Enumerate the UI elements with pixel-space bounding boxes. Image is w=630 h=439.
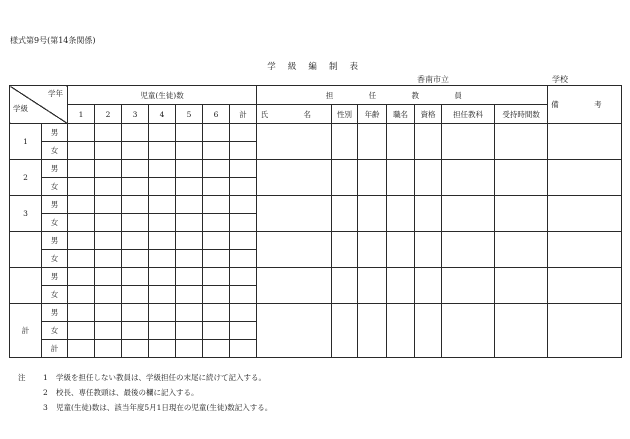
footnote (18, 370, 272, 385)
count-cell[interactable] (203, 286, 230, 304)
staff-hours-cell[interactable] (495, 124, 548, 160)
footnotes (18, 370, 272, 415)
footnote-number: 3 (43, 403, 48, 412)
staff-qualification-cell[interactable] (415, 196, 442, 232)
staff-hours-cell[interactable] (495, 160, 548, 196)
count-cell[interactable] (122, 250, 149, 268)
gender-cell: 男 (42, 268, 68, 286)
count-cell[interactable] (95, 304, 122, 322)
gender-cell: 女 (42, 250, 68, 268)
count-cell[interactable] (122, 232, 149, 250)
count-cell[interactable] (149, 268, 176, 286)
staff-gender-cell[interactable] (332, 124, 358, 160)
count-cell[interactable] (149, 124, 176, 142)
count-cell[interactable] (68, 160, 95, 178)
staff-name-cell[interactable] (257, 304, 332, 358)
staff-name-cell[interactable] (257, 160, 332, 196)
count-cell[interactable] (122, 142, 149, 160)
grade-number-header: 6 (203, 105, 230, 124)
count-cell[interactable] (122, 124, 149, 142)
gender-cell: 男 (42, 196, 68, 214)
staff-job-cell[interactable] (387, 124, 415, 160)
count-cell[interactable] (203, 340, 230, 358)
count-cell[interactable] (203, 124, 230, 142)
staff-hours-cell[interactable] (495, 268, 548, 304)
remarks-cell[interactable] (548, 304, 622, 358)
count-cell[interactable] (230, 124, 257, 142)
count-cell[interactable] (176, 250, 203, 268)
city-prefix-label: 香南市立 (417, 75, 449, 84)
count-cell[interactable] (68, 304, 95, 322)
count-cell[interactable] (122, 196, 149, 214)
gender-cell: 女 (42, 322, 68, 340)
staff-qualification-cell[interactable] (415, 304, 442, 358)
count-cell[interactable] (95, 142, 122, 160)
count-cell[interactable] (176, 178, 203, 196)
count-cell[interactable] (95, 160, 122, 178)
footnote-text: 学級を担任しない教員は、学級担任の末尾に続けて記入する。 (56, 373, 266, 382)
class-number-cell (10, 268, 42, 304)
class-number-cell (10, 232, 42, 268)
count-cell[interactable] (176, 232, 203, 250)
staff-name-cell[interactable] (257, 268, 332, 304)
staff-age-cell[interactable] (358, 124, 387, 160)
table-row (10, 232, 622, 250)
footnote-number: 2 (43, 388, 48, 397)
count-cell[interactable] (176, 214, 203, 232)
grade-number-header: 3 (122, 105, 149, 124)
count-cell[interactable] (203, 322, 230, 340)
staff-age-cell[interactable] (358, 268, 387, 304)
count-cell[interactable] (230, 232, 257, 250)
footnote (18, 400, 272, 415)
remarks-cell[interactable] (548, 196, 622, 232)
staff-subject-cell[interactable] (442, 160, 495, 196)
count-cell[interactable] (122, 322, 149, 340)
count-cell[interactable] (230, 304, 257, 322)
footnote-text: 校長、専任教頭は、最後の欄に記入する。 (56, 388, 199, 397)
footnote-text: 児童(生徒)数は、該当年度5月1日現在の児童(生徒)数記入する。 (56, 403, 273, 412)
count-cell[interactable] (68, 142, 95, 160)
count-cell[interactable] (149, 142, 176, 160)
staff-subject-cell[interactable] (442, 196, 495, 232)
grade-number-header: 1 (68, 105, 95, 124)
table-row (10, 160, 622, 178)
staff-job-cell[interactable] (387, 196, 415, 232)
class-organization-table (9, 85, 622, 358)
count-cell[interactable] (149, 340, 176, 358)
count-cell[interactable] (95, 232, 122, 250)
count-cell[interactable] (230, 250, 257, 268)
count-cell[interactable] (203, 196, 230, 214)
gender-header: 性別 (332, 105, 358, 124)
count-cell[interactable] (68, 340, 95, 358)
table-row (10, 196, 622, 214)
count-cell[interactable] (176, 142, 203, 160)
staff-age-cell[interactable] (358, 304, 387, 358)
table-row (10, 124, 622, 142)
remarks-cell[interactable] (548, 124, 622, 160)
count-cell[interactable] (176, 124, 203, 142)
staff-gender-cell[interactable] (332, 304, 358, 358)
gender-cell: 女 (42, 178, 68, 196)
count-cell[interactable] (95, 178, 122, 196)
count-cell[interactable] (149, 286, 176, 304)
count-cell[interactable] (203, 268, 230, 286)
staff-job-cell[interactable] (387, 304, 415, 358)
count-cell[interactable] (176, 340, 203, 358)
count-cell[interactable] (122, 178, 149, 196)
count-cell[interactable] (149, 196, 176, 214)
count-cell[interactable] (68, 214, 95, 232)
grade-header-label: 学年 (48, 89, 63, 98)
count-cell[interactable] (68, 232, 95, 250)
count-cell[interactable] (122, 268, 149, 286)
count-cell[interactable] (230, 214, 257, 232)
staff-job-cell[interactable] (387, 268, 415, 304)
gender-cell: 男 (42, 232, 68, 250)
staff-age-cell[interactable] (358, 160, 387, 196)
class-header-label: 学級 (13, 104, 28, 113)
class-number-cell: 2 (10, 160, 42, 196)
staff-hours-cell[interactable] (495, 304, 548, 358)
count-cell[interactable] (230, 268, 257, 286)
count-cell[interactable] (176, 286, 203, 304)
remarks-cell[interactable] (548, 160, 622, 196)
count-cell[interactable] (176, 160, 203, 178)
subject-header: 担任教科 (442, 105, 495, 124)
count-cell[interactable] (176, 196, 203, 214)
footnote-number: 1 (43, 373, 48, 382)
grade-number-header: 5 (176, 105, 203, 124)
staff-name-cell[interactable] (257, 232, 332, 268)
qualification-header: 資格 (415, 105, 442, 124)
count-cell[interactable] (122, 340, 149, 358)
count-cell[interactable] (95, 250, 122, 268)
count-cell[interactable] (68, 250, 95, 268)
gender-cell: 男 (42, 160, 68, 178)
staff-hours-cell[interactable] (495, 232, 548, 268)
count-cell[interactable] (203, 250, 230, 268)
count-cell[interactable] (68, 178, 95, 196)
grade-total-header: 計 (230, 105, 257, 124)
count-cell[interactable] (230, 178, 257, 196)
count-cell[interactable] (95, 322, 122, 340)
count-cell[interactable] (203, 214, 230, 232)
staff-job-cell[interactable] (387, 232, 415, 268)
class-number-cell: 1 (10, 124, 42, 160)
remarks-header: 備 考 (548, 86, 622, 124)
count-cell[interactable] (122, 214, 149, 232)
count-cell[interactable] (68, 124, 95, 142)
footnote-prefix: 注 (18, 373, 26, 382)
count-cell[interactable] (95, 340, 122, 358)
remarks-cell[interactable] (548, 232, 622, 268)
grade-number-header: 2 (95, 105, 122, 124)
count-cell[interactable] (149, 160, 176, 178)
age-header: 年齢 (358, 105, 387, 124)
count-cell[interactable] (68, 196, 95, 214)
staff-gender-cell[interactable] (332, 268, 358, 304)
staff-age-cell[interactable] (358, 232, 387, 268)
staff-subject-cell[interactable] (442, 304, 495, 358)
staff-qualification-cell[interactable] (415, 124, 442, 160)
count-cell[interactable] (203, 304, 230, 322)
count-cell[interactable] (68, 322, 95, 340)
staff-qualification-cell[interactable] (415, 232, 442, 268)
school-suffix-label: 学校 (552, 75, 568, 84)
count-cell[interactable] (230, 340, 257, 358)
count-cell[interactable] (122, 286, 149, 304)
gender-cell: 女 (42, 214, 68, 232)
footnote (18, 385, 272, 400)
form-number-label: 様式第9号(第14条関係) (10, 36, 96, 45)
count-cell[interactable] (95, 268, 122, 286)
count-cell[interactable] (68, 268, 95, 286)
count-cell[interactable] (149, 322, 176, 340)
count-cell[interactable] (230, 160, 257, 178)
count-cell[interactable] (149, 214, 176, 232)
class-number-cell: 計 (10, 304, 42, 358)
count-cell[interactable] (149, 250, 176, 268)
hours-header: 受持時間数 (495, 105, 548, 124)
staff-name-cell[interactable] (257, 124, 332, 160)
document-title: 学 級 編 制 表 (267, 62, 363, 72)
staff-qualification-cell[interactable] (415, 160, 442, 196)
grade-number-header: 4 (149, 105, 176, 124)
staff-gender-cell[interactable] (332, 196, 358, 232)
class-number-cell: 3 (10, 196, 42, 232)
staff-header: 担 任 教 員 (257, 86, 548, 105)
count-cell[interactable] (203, 160, 230, 178)
remarks-cell[interactable] (548, 268, 622, 304)
grade-class-header-cell (10, 86, 68, 124)
count-cell[interactable] (203, 142, 230, 160)
staff-subject-cell[interactable] (442, 268, 495, 304)
count-cell[interactable] (230, 286, 257, 304)
count-cell[interactable] (230, 142, 257, 160)
staff-gender-cell[interactable] (332, 232, 358, 268)
count-cell[interactable] (95, 124, 122, 142)
table-row (10, 304, 622, 322)
staff-age-cell[interactable] (358, 196, 387, 232)
gender-cell: 女 (42, 286, 68, 304)
staff-name-cell[interactable] (257, 196, 332, 232)
children-count-header: 児童(生徒)数 (68, 86, 257, 105)
count-cell[interactable] (176, 322, 203, 340)
count-cell[interactable] (230, 196, 257, 214)
staff-hours-cell[interactable] (495, 196, 548, 232)
count-cell[interactable] (176, 268, 203, 286)
count-cell[interactable] (176, 304, 203, 322)
staff-subject-cell[interactable] (442, 124, 495, 160)
count-cell[interactable] (122, 160, 149, 178)
count-cell[interactable] (149, 304, 176, 322)
count-cell[interactable] (95, 286, 122, 304)
count-cell[interactable] (149, 232, 176, 250)
staff-subject-cell[interactable] (442, 232, 495, 268)
count-cell[interactable] (68, 286, 95, 304)
count-cell[interactable] (203, 178, 230, 196)
staff-job-cell[interactable] (387, 160, 415, 196)
job-title-header: 職名 (387, 105, 415, 124)
count-cell[interactable] (122, 304, 149, 322)
staff-qualification-cell[interactable] (415, 268, 442, 304)
gender-cell: 男 (42, 124, 68, 142)
count-cell[interactable] (95, 214, 122, 232)
count-cell[interactable] (230, 322, 257, 340)
name-header: 氏 名 (257, 105, 332, 124)
gender-cell: 計 (42, 340, 68, 358)
table-row (10, 268, 622, 286)
count-cell[interactable] (203, 232, 230, 250)
staff-gender-cell[interactable] (332, 160, 358, 196)
gender-cell: 男 (42, 304, 68, 322)
count-cell[interactable] (149, 178, 176, 196)
count-cell[interactable] (95, 196, 122, 214)
gender-cell: 女 (42, 142, 68, 160)
